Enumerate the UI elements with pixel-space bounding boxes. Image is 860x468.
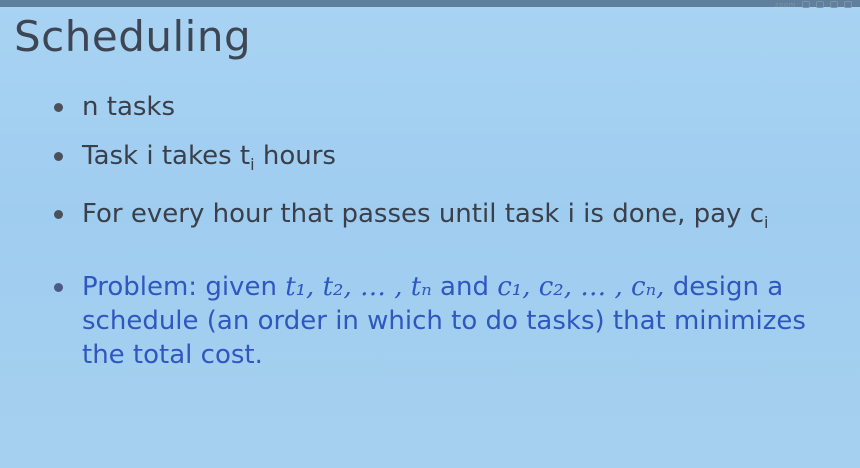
bullet-text-suffix: hours xyxy=(254,141,336,171)
bullet-text: n tasks xyxy=(82,92,176,122)
window-icon xyxy=(830,1,838,8)
slide-title: Scheduling xyxy=(14,12,252,61)
subscript: i xyxy=(250,155,255,174)
bullet-text: For every hour that passes until task i is done, pay c xyxy=(82,199,765,229)
bullet-icon xyxy=(54,103,63,112)
subscript: i xyxy=(764,213,769,232)
problem-and: and xyxy=(440,272,489,302)
bullet-icon xyxy=(54,210,63,219)
bullet-text: Task i takes t xyxy=(82,141,251,171)
bullet-item xyxy=(52,197,852,240)
problem-bullet xyxy=(52,270,852,372)
top-bar xyxy=(0,0,860,7)
bullet-list xyxy=(52,90,852,387)
c-sequence: c₁, c₂, … , cₙ, xyxy=(497,272,665,302)
bullet-item xyxy=(52,90,852,124)
screen-icon xyxy=(802,1,810,8)
t-sequence: t₁, t₂, … , tₙ xyxy=(285,272,432,302)
bullet-icon xyxy=(54,283,63,292)
problem-rest: design a schedule (an order in which to do tasks) that minimizes the total cost. xyxy=(82,272,806,370)
problem-intro: given xyxy=(205,272,277,302)
camera-icon xyxy=(816,1,824,8)
bullet-icon xyxy=(54,152,63,161)
zoom-label: zoom xyxy=(774,0,796,9)
system-tray xyxy=(775,0,852,9)
wifi-icon xyxy=(844,1,852,8)
bullet-item xyxy=(52,139,852,182)
problem-label: Problem: xyxy=(82,272,198,302)
